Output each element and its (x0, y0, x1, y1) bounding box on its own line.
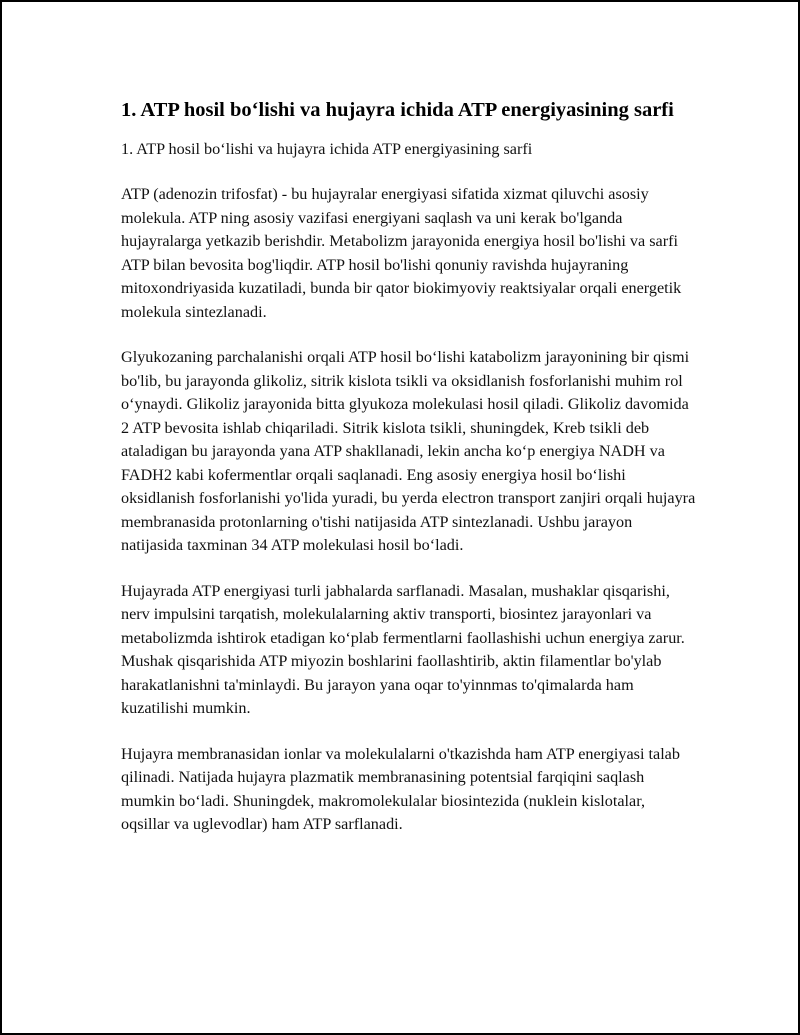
paragraph-1: ATP (adenozin trifosfat) - bu hujayralar energiyasi sifatida xizmat qiluvchi asosiy molekula. ATP ning asosiy vazifasi energiyani saqlash va uni kerak bo'lganda hujayralarga yetkazib berishdir. Metabolizm jarayonida energiya hosil bo'lishi va sarfi ATP bilan bevosita bog'liqdir. ATP hosil bo'lishi qonuniy ravishda hujayraning mitoxondriyasida kuzatiladi, bunda bir qator biokimyoviy reaktsiyalar orqali energetik molekula sintezlanadi. (121, 185, 682, 321)
document-subtitle: 1. ATP hosil bo‘lishi va hujayra ichida ATP energiyasining sarfi (121, 140, 533, 158)
paragraph-4: Hujayra membranasidan ionlar va molekulalarni o'tkazishda ham ATP energiyasi talab qilinadi. Natijada hujayra plazmatik membranasining potentsial farqiqini saqlash mumkin bo‘ladi. Shuningdek, makromolekulalar biosintezida (nuklein kislotalar, oqsillar va uglevodlar) ham ATP sarflanadi. (121, 744, 680, 833)
paragraph-2: Glyukozaning parchalanishi orqali ATP hosil bo‘lishi katabolizm jarayonining bir qismi bo'lib, bu jarayonda glikoliz, sitrik kislota tsikli va oksidlanish fosforlanishi muhim rol o‘ynaydi. Glikoliz jarayonida bitta glyukoza molekulasi hosil qiladi. Glikoliz davomida 2 ATP bevosita ishlab chiqariladi. Sitrik kislota tsikli, shuningdek, Kreb tsikli deb ataladigan bu jarayonda yana ATP shakllanadi, lekin ancha ko‘p energiya NADH va FADH2 kabi kofermentlar orqali saqlanadi. Eng asosiy energiya hosil bo‘lishi oksidlanish fosforlanishi yo'lida yuradi, bu yerda electron transport zanjiri orqali hujayra membranasida protonlarning o'tishi natijasida ATP sintezlanadi. Ushbu jarayon natijasida taxminan 34 ATP molekulasi hosil bo‘ladi. (121, 348, 696, 554)
document-heading: 1. ATP hosil bo‘lishi va hujayra ichida ATP energiyasining sarfi (121, 99, 674, 121)
document-body (121, 97, 696, 859)
paragraph-3: Hujayrada ATP energiyasi turli jabhalarda sarflanadi. Masalan, mushaklar qisqarishi, nerv impulsini tarqatish, molekulalarning aktiv transporti, biosintez jarayonlari va metabolizmda ishtirok etadigan ko‘plab fermentlarni faollashishi uchun energiya zarur. Mushak qisqarishida ATP miyozin boshlarini faollashtirib, aktin filamentlar bo'ylab harakatlanishni ta'minlaydi. Bu jarayon yana oqar to'yinnmas to'qimalarda ham kuzatilishi mumkin. (121, 581, 685, 717)
